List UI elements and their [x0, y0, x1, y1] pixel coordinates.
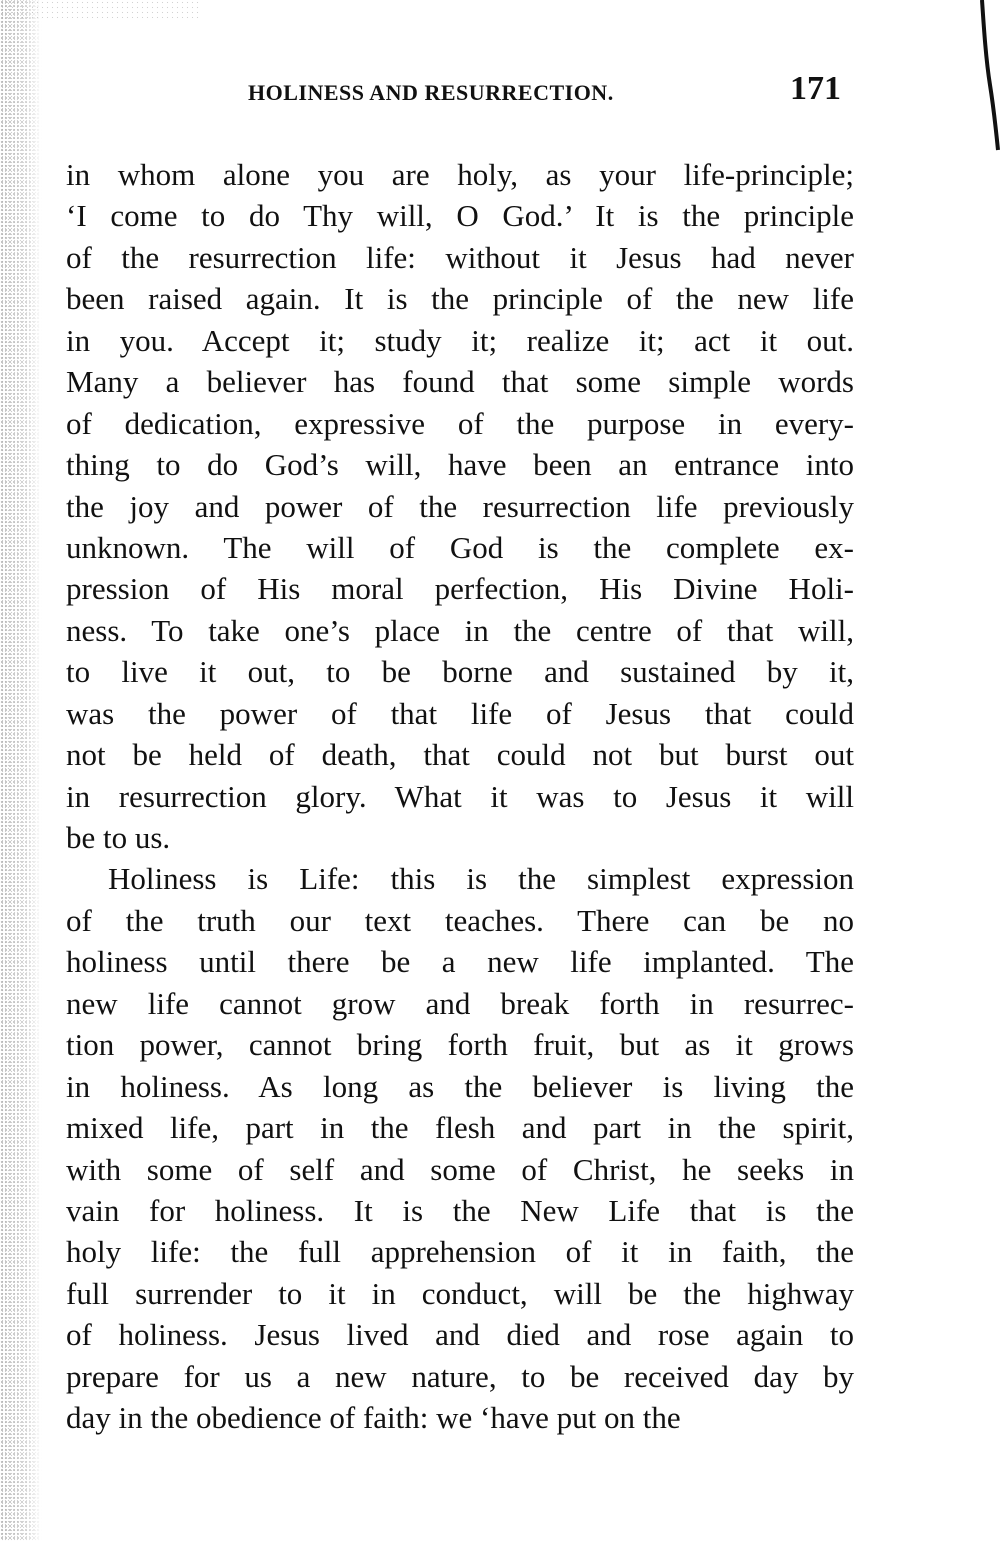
top-speckle — [0, 0, 200, 18]
text-line: ness. To take one’s place in the centre of that will, — [66, 612, 854, 648]
text-line: of holiness. Jesus lived and died and rose again to — [66, 1317, 854, 1353]
running-head: HOLINESS AND RESURRECTION. — [248, 80, 614, 105]
text-line: the joy and power of the resurrection life previously — [66, 488, 854, 524]
text-line: was the power of that life of Jesus that could — [66, 695, 854, 731]
page-edge-fade — [0, 0, 42, 1541]
text-line: vain for holiness. It is the New Life that is the — [66, 1192, 854, 1228]
text-line: with some of self and some of Christ, he seeks in — [66, 1151, 854, 1187]
text-line: mixed life, part in the flesh and part in the spirit, — [66, 1110, 854, 1146]
text-line: ‘I come to do Thy will, O God.’ It is the principle — [66, 198, 854, 234]
text-line: tion power, cannot bring forth fruit, but as it grows — [66, 1027, 854, 1063]
body-text — [66, 154, 854, 1439]
text-line: of dedication, expressive of the purpose in every- — [66, 405, 854, 441]
text-line: new life cannot grow and break forth in resurrec- — [66, 985, 854, 1021]
text-line: prepare for us a new nature, to be received day by — [66, 1358, 854, 1394]
text-line: holiness until there be a new life implanted. The — [66, 944, 854, 980]
text-line: in you. Accept it; study it; realize it; act it out. — [66, 322, 854, 358]
text-line: holy life: the full apprehension of it in faith, the — [66, 1234, 854, 1270]
page-edge-curve — [940, 0, 1000, 200]
text-line: of the truth our text teaches. There can be no — [66, 902, 854, 938]
text-line: in whom alone you are holy, as your life-principle; — [66, 157, 854, 192]
text-line: been raised again. It is the principle of the new life — [66, 281, 854, 317]
text-line: full surrender to it in conduct, will be the highway — [66, 1275, 854, 1311]
text-line: Many a believer has found that some simple words — [66, 364, 854, 400]
text-line: Holiness is Life: this is the simplest expression — [108, 861, 854, 897]
text-line: unknown. The will of God is the complete ex- — [66, 529, 854, 565]
text-line: to live it out, to be borne and sustained by it, — [66, 654, 854, 690]
text-line: thing to do God’s will, have been an entrance into — [66, 447, 854, 483]
text-line: not be held of death, that could not but burst out — [66, 737, 854, 773]
text-line: pression of His moral perfection, His Divine Holi- — [66, 571, 854, 607]
page-number: 171 — [790, 70, 841, 107]
text-line: in resurrection glory. What it was to Jesus it will — [66, 778, 854, 814]
text-line: be to us. — [66, 820, 171, 855]
paragraph — [66, 154, 854, 858]
text-line: in holiness. As long as the believer is living the — [66, 1068, 854, 1104]
paragraph — [66, 858, 854, 1438]
text-line: day in the obedience of faith: we ‘have put on the — [66, 1400, 681, 1436]
text-line: of the resurrection life: without it Jesus had never — [66, 239, 854, 275]
